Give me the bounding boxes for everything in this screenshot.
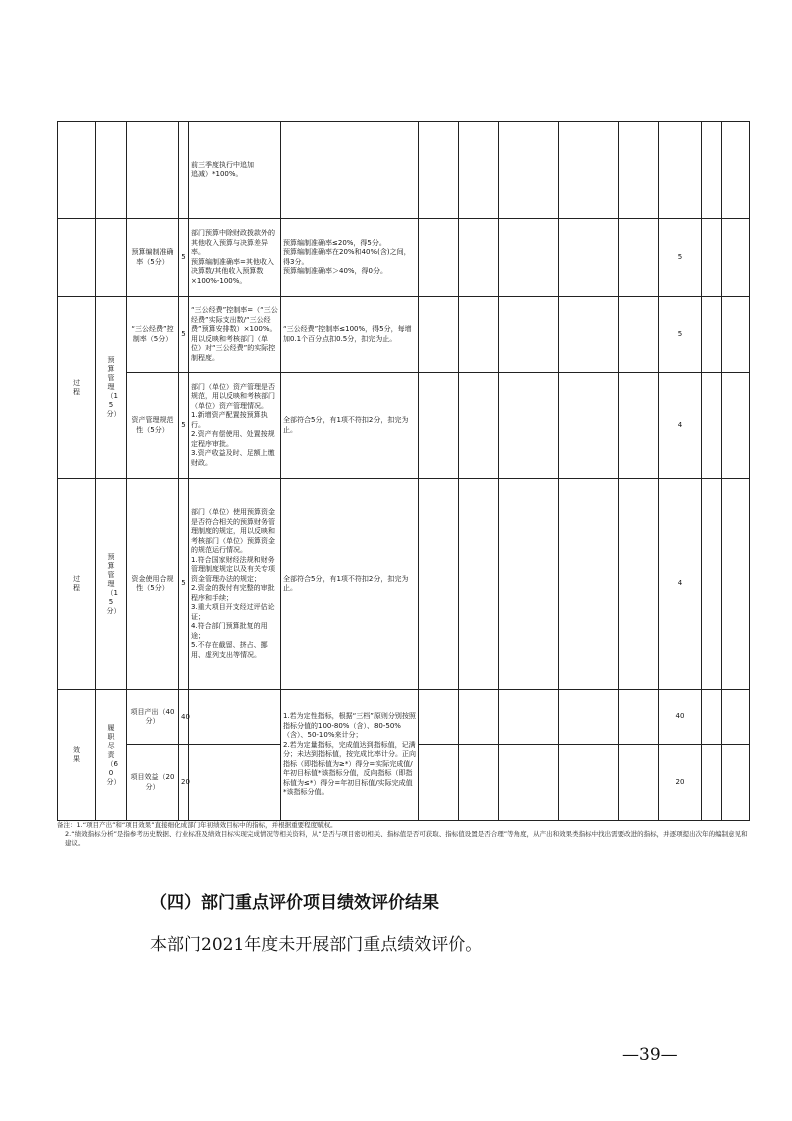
table-cell: [499, 479, 559, 690]
table-cell: [419, 297, 459, 373]
score-value: 20: [659, 745, 702, 821]
dimension-label: 效果: [73, 746, 80, 763]
table-cell: [559, 690, 619, 745]
weight-value: 40: [181, 712, 190, 721]
scoring-criteria: 1.若为定性指标，根据“三档”原则分别按照指标分值的100-80%（含）、80-50%（含）、50-10%来计分； 2.若为定量指标，完成值达到指标值，记满分；未达到指标值，按完成比率计分。正向指标（即指标值为≥*）得分=实际完成值/年初目标值*该指标分值，反向指标（即指标值为≤*）得分=年初目标值/实际完成值*该指标分值。: [281, 690, 419, 821]
table-cell: [619, 479, 659, 690]
score-value: 4: [659, 373, 702, 479]
table-cell: [127, 122, 179, 219]
indicator-name: “三公经费”控制率（5分）: [127, 297, 179, 373]
category-cell: [96, 297, 127, 479]
table-cell: [619, 373, 659, 479]
scoring-criteria: [281, 122, 419, 219]
table-cell: [722, 745, 750, 821]
table-cell: [559, 479, 619, 690]
table-cell: [419, 745, 459, 821]
dimension-label: 过程: [73, 378, 80, 396]
table-cell: [459, 219, 499, 297]
table-cell: [499, 297, 559, 373]
table-cell: [459, 122, 499, 219]
table-cell: [459, 690, 499, 745]
table-cell: [722, 690, 750, 745]
indicator-weight: 5: [179, 297, 189, 373]
page-number: —39—: [622, 1045, 678, 1065]
table-cell: [619, 690, 659, 745]
table-cell: [96, 122, 127, 219]
indicator-explanation: 部门（单位）资产管理是否规范，用以反映和考核部门（单位）资产管理情况。 1.新增资产配置按预算执行。 2.资产有偿使用、处置按规定程序审批。 3.资产收益及时、足额上缴财政。: [189, 373, 281, 479]
table-cell: [499, 122, 559, 219]
table-cell: [722, 479, 750, 690]
indicator-explanation: 前三季度执行中追加 追减）*100%。: [189, 122, 281, 219]
indicator-weight: 5: [179, 219, 189, 297]
table-cell: [722, 122, 750, 219]
table-cell: [722, 297, 750, 373]
scoring-criteria: 全部符合5分，有1项不符扣2分，扣完为止。: [281, 479, 419, 690]
table-cell: [702, 297, 722, 373]
table-cell: [619, 219, 659, 297]
table-cell: [419, 373, 459, 479]
indicator-explanation: [189, 690, 281, 745]
indicator-name: 项目产出（40分）: [127, 690, 179, 745]
indicator-explanation: 部门预算中除财政拨款外的其他收入预算与决算差异率。 预算编制准确率=其他收入决算数/其他收入预算数×100%-100%。: [189, 219, 281, 297]
section-body: 本部门2021年度未开展部门重点绩效评价。: [150, 935, 483, 955]
score-value: 40: [659, 690, 702, 745]
indicator-weight: [179, 690, 189, 745]
table-cell: [58, 122, 96, 219]
table-cell: [722, 373, 750, 479]
table-cell: [459, 479, 499, 690]
table-cell: [419, 122, 459, 219]
note-line: 备注：1.“项目产出”和“项目效果”直接细化成部门年初绩效目标中的指标，并根据重要程度赋权。: [57, 821, 337, 829]
indicator-weight: 5: [179, 479, 189, 690]
table-cell: [96, 219, 127, 297]
table-cell: [459, 297, 499, 373]
indicator-weight: [179, 745, 189, 821]
table-cell: [702, 219, 722, 297]
table-cell: [722, 219, 750, 297]
weight-value: 20: [181, 778, 190, 786]
indicator-name: 项目效益（20分）: [127, 745, 179, 821]
dimension-cell: [58, 479, 96, 690]
table-cell: [179, 122, 189, 219]
table-cell: [619, 122, 659, 219]
scoring-criteria: “三公经费”控制率≤100%，得5分，每增加0.1个百分点扣0.5分，扣完为止。: [281, 297, 419, 373]
note-line: 2.“绩效指标分析”是指参考历史数据、行业标准及绩效目标实现完成情况等相关资料，从“是否与项目密切相关、指标值是否可获取、指标值设置是否合理”等角度，从产出和效果类指标中找出需要改进的指标，并逐项提出次年的编制意见和建议。: [65, 830, 748, 847]
table-cell: [499, 219, 559, 297]
table-cell: [459, 745, 499, 821]
table-cell: [702, 690, 722, 745]
table-cell: [619, 745, 659, 821]
table-cell: [559, 219, 619, 297]
scoring-criteria: 全部符合5分，有1项不符扣2分，扣完为止。: [281, 373, 419, 479]
indicator-explanation: [189, 745, 281, 821]
scoring-criteria: 预算编制准确率≤20%，得5分。 预算编制准确率在20%和40%(含)之间，得3分。 预算编制准确率＞40%，得0分。: [281, 219, 419, 297]
dimension-cell: [58, 690, 96, 821]
table-cell: [459, 373, 499, 479]
table-cell: [702, 745, 722, 821]
table-cell: [499, 373, 559, 479]
score-value: 5: [659, 297, 702, 373]
indicator-name: 资金使用合规性（5分）: [127, 479, 179, 690]
table-cell: [559, 745, 619, 821]
table-cell: [659, 122, 702, 219]
dimension-label: 过程: [73, 575, 80, 592]
table-cell: [702, 122, 722, 219]
indicator-name: 预算编制准确率（5分）: [127, 219, 179, 297]
table-cell: [702, 479, 722, 690]
category-label: 预算管理（15分）: [106, 356, 121, 418]
category-cell: [96, 479, 127, 690]
category-label: 履职尽责（60分）: [106, 723, 121, 786]
evaluation-table: [57, 121, 750, 821]
indicator-explanation: 部门（单位）使用预算资金是否符合相关的预算财务管理制度的规定，用以反映和考核部门（单位）预算资金的规范运行情况。 1.符合国家财经法规和财务管理制度规定以及有关专项资金管理办法的规定； 2.资金的拨付有完整的审批程序和手续； 3.重大项目开支经过评估论证； 4.符合部门预算批复的用途； 5.不存在截留、挤占、挪用、虚列支出等情况。: [189, 479, 281, 690]
table-cell: [58, 219, 96, 297]
table-cell: [499, 690, 559, 745]
indicator-explanation: “三公经费”控制率=（“三公经费”实际支出数/“三公经费”预算安排数）×100%。 用以反映和考核部门（单位）对“三公经费”的实际控制程度。: [189, 297, 281, 373]
table-cell: [499, 745, 559, 821]
table-cell: [559, 122, 619, 219]
category-label: 预算管理（15分）: [106, 552, 121, 615]
table-cell: [419, 479, 459, 690]
score-value: 4: [659, 479, 702, 690]
score-value: 5: [659, 219, 702, 297]
dimension-cell: [58, 297, 96, 479]
category-cell: [96, 690, 127, 821]
table-cell: [702, 373, 722, 479]
table-cell: [419, 219, 459, 297]
section-heading: （四）部门重点评价项目绩效评价结果: [150, 893, 439, 913]
table-notes: [57, 821, 749, 848]
indicator-name: 资产管理规范性（5分）: [127, 373, 179, 479]
table-cell: [559, 297, 619, 373]
table-cell: [619, 297, 659, 373]
table-cell: [419, 690, 459, 745]
table-cell: [559, 373, 619, 479]
indicator-weight: 5: [179, 373, 189, 479]
